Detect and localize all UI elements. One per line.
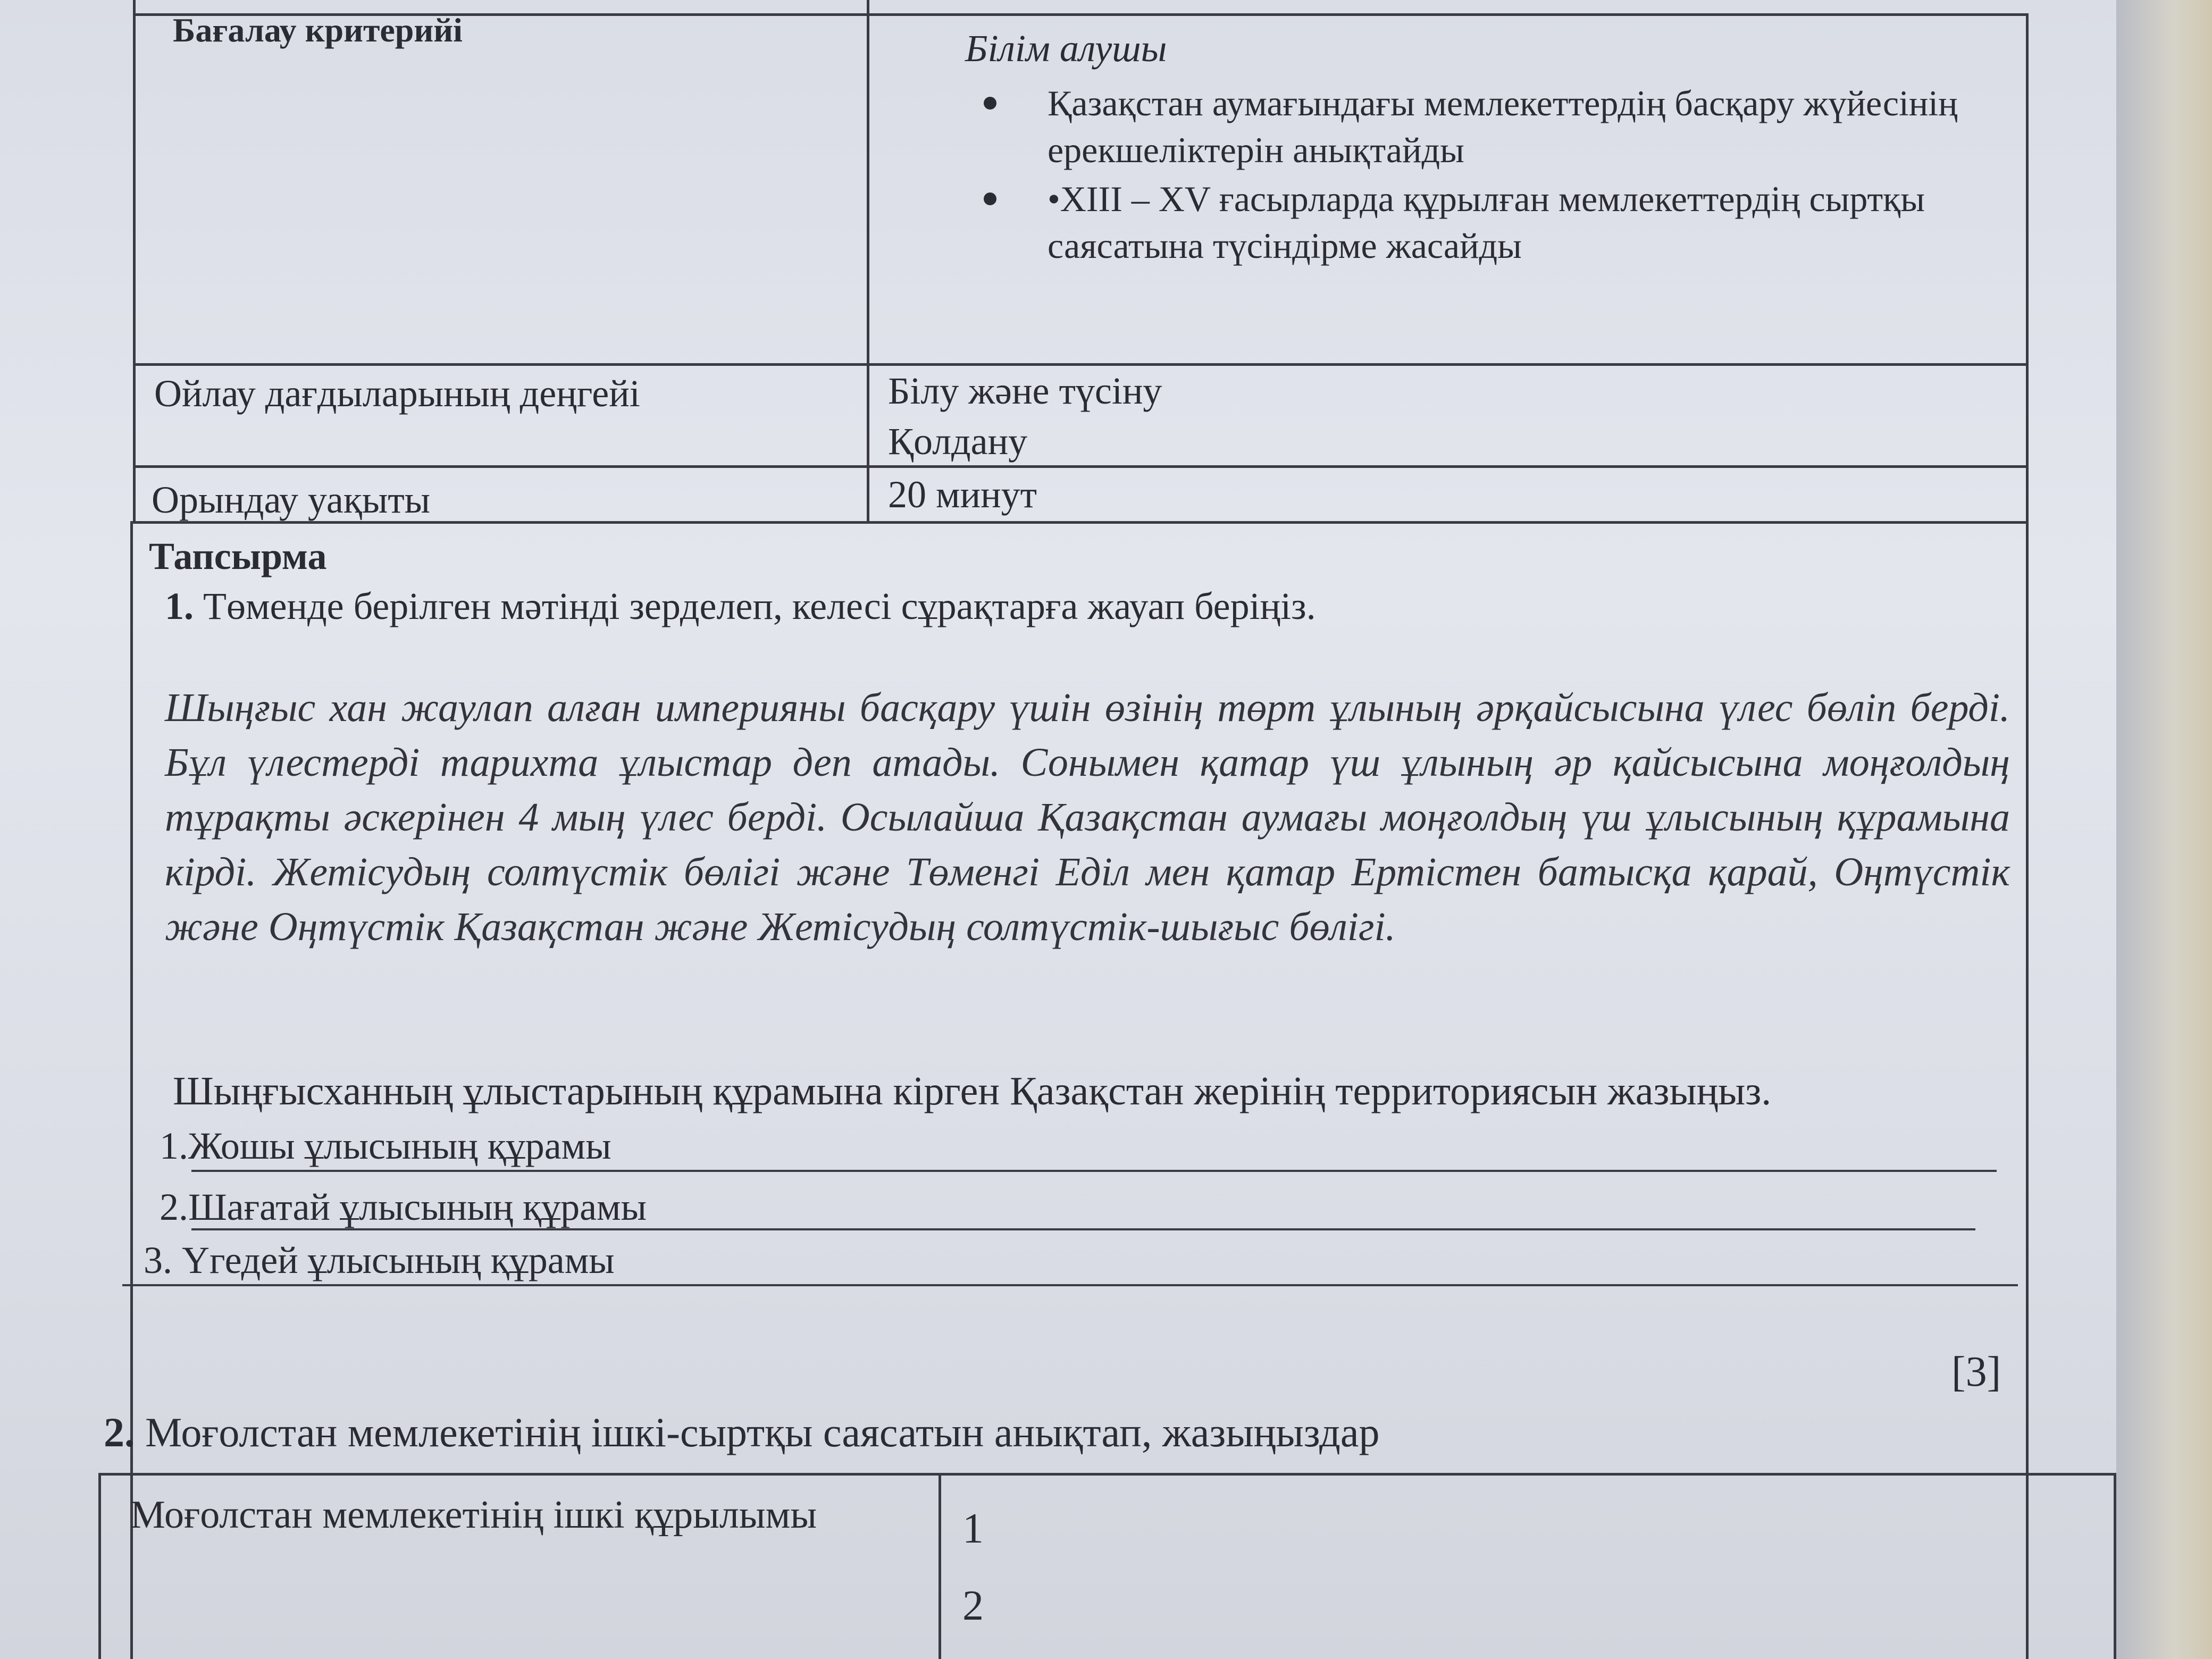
score-label: [3]	[1951, 1348, 2001, 1395]
question-1-number: 1.	[165, 585, 194, 627]
answer-line-2[interactable]	[191, 1228, 1975, 1230]
question-2-text: Моғолстан мемлекетінің ішкі-сыртқы саясатын анықтап, жазыңыздар	[145, 1409, 1380, 1455]
thinking-value-2: Қолдану	[888, 420, 1028, 463]
q2-table-left-border	[98, 1473, 101, 1659]
answer-label-2: 2.Шағатай ұлысының құрамы	[160, 1186, 647, 1228]
row-divider-1	[133, 363, 2029, 366]
answer-label-3: 3. Үгедей ұлысының құрамы	[144, 1239, 615, 1281]
criteria-item	[1048, 175, 1994, 269]
criteria-item-text: •XIII – XV ғасырларда құрылған мемлекеттердің сыртқы саясатына түсіндірме жасайды	[1048, 179, 1925, 266]
criteria-item	[1048, 80, 1994, 173]
learner-heading: Білім алушы	[965, 27, 1167, 70]
criteria-label: Бағалау критерийі	[173, 11, 463, 49]
background-edge	[2116, 0, 2212, 1659]
table-middle-border	[867, 0, 869, 524]
passage-text: Шыңғыс хан жаулап алған империяны басқару үшін өзінің төрт ұлының әрқайсысына үлес бөліп берді. Бұл үлестерді тарихта ұлыстар деп атады. Сонымен қатар үш ұлының әр қайсысына моңғолдың тұрақты әскерінен 4 мың үлес берді. Осылайша Қазақстан аумағы моңғолдың үш ұлысының құрамына кірді. Жетісудың солтүстік бөлігі және Төменгі Еділ мен қатар Ертістен батысқа қарай, Оңтүстік және Оңтүстік Қазақстан және Жетісудың солтүстік-шығыс бөлігі.	[165, 685, 2010, 949]
q2-item-2: 2	[962, 1582, 984, 1629]
bullet-icon	[984, 192, 996, 205]
answer-label-1: 1.Жошы ұлысының құрамы	[160, 1125, 611, 1167]
question-2	[104, 1406, 1379, 1459]
q2-table-middle-border	[939, 1473, 941, 1659]
question-2-number: 2.	[104, 1409, 135, 1455]
time-value: 20 минут	[888, 473, 1037, 516]
criteria-item-text: Қазақстан аумағындағы мемлекеттердің басқару жүйесінің ерекшеліктерін анықтайды	[1048, 83, 1958, 170]
time-label: Орындау уақыты	[152, 479, 431, 521]
q2-item-1: 1	[962, 1505, 984, 1552]
table-left-border	[133, 0, 136, 524]
table-right-border	[2026, 13, 2029, 524]
table-lower-left-border	[130, 521, 133, 1659]
row-divider-2	[133, 465, 2029, 468]
thinking-value-1: Білу және түсіну	[888, 370, 1162, 412]
criteria-list	[1048, 80, 1994, 269]
q2-table-top-border	[98, 1473, 2119, 1476]
answer-line-1[interactable]	[191, 1170, 1997, 1172]
answer-line-3[interactable]	[122, 1284, 2018, 1286]
question-1	[165, 582, 1316, 630]
question-1-text: Төменде берілген мәтінді зерделеп, келесі сұрақтарға жауап беріңіз.	[203, 585, 1316, 627]
thinking-label: Ойлау дағдыларының деңгейі	[154, 372, 640, 415]
instruction-text: Шыңғысханның ұлыстарының құрамына кірген Қазақстан жерінің территориясын жазыңыз.	[173, 1069, 1772, 1113]
task-heading: Тапсырма	[149, 535, 327, 577]
q2-row-label: Моғолстан мемлекетінің ішкі құрылымы	[130, 1493, 817, 1537]
table-lower-right-border	[2026, 521, 2029, 1659]
bullet-icon	[984, 97, 996, 110]
